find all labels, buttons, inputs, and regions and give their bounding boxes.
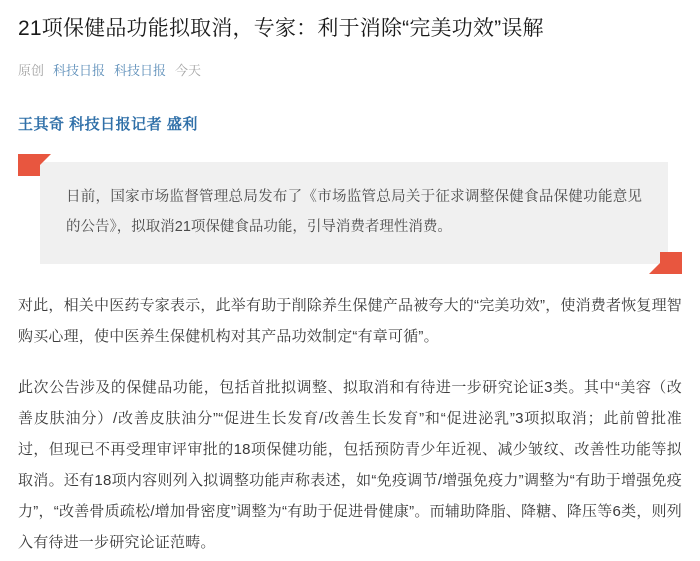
meta-original-label: 原创 [18, 63, 45, 78]
meta-source-link[interactable]: 科技日报 [53, 63, 106, 78]
page-title: 21项保健品功能拟取消，专家：利于消除“完美功效”误解 [18, 17, 544, 40]
article-meta [18, 60, 682, 79]
quote-close-marker-icon [660, 252, 682, 274]
article-paragraph-2: 此次公告涉及的保健品功能，包括首批拟调整、拟取消和有待进一步研究论证3类。其中“美容（改善皮肤油分）/改善皮肤油分”“促进生长发育/改善生长发育”和“促进泌乳”3项拟取消；此前曾批准过，但现已不再受理审评审批的18项保健功能，包括预防青少年近视、减少皱纹、改善性功能等拟取消。还有18项内容则列入拟调整功能声称表述，如“免疫调节/增强免疫力”调整为“有助于增强免疫力”，“改善骨质疏松/增加骨密度”调整为“有助于促进骨健康”。而辅助降脂、降糖、降压等6类，则列入有待进一步研究论证范畴。 [18, 379, 682, 551]
pullquote [18, 162, 682, 264]
article-byline: 王其奇 科技日报记者 盛利 [18, 116, 198, 133]
meta-publish-time: 今天 [175, 63, 202, 78]
article-paragraph-1: 对此，相关中医药专家表示，此举有助于削除养生保健产品被夸大的“完美功效”，使消费者恢复理智购买心理，使中医养生保健机构对其产品功效制定“有章可循”。 [18, 297, 682, 345]
meta-source-name[interactable]: 科技日报 [114, 63, 167, 78]
quote-open-marker-icon [18, 154, 40, 176]
pullquote-text: 日前，国家市场监督管理总局发布了《市场监管总局关于征求调整保健食品保健功能意见的公告》，拟取消21项保健食品功能，引导消费者理性消费。 [40, 162, 668, 264]
